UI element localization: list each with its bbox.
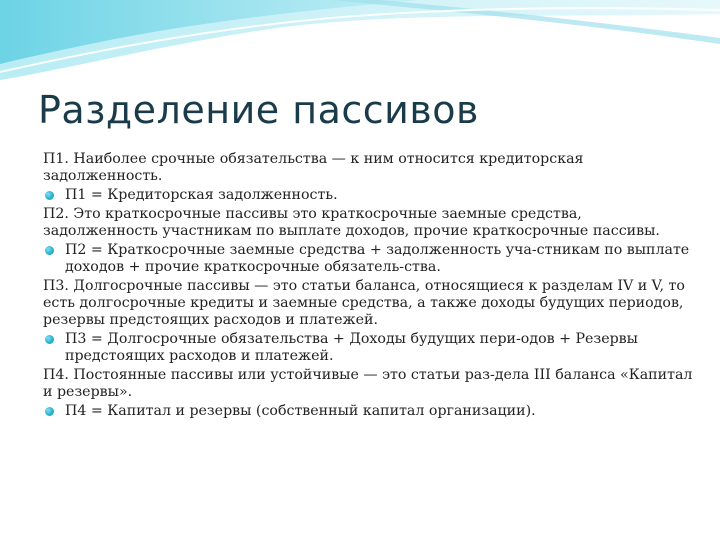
bullet-item-p1 — [43, 187, 695, 204]
bullet-text: П3 = Долгосрочные обязательства + Доходы будущих пери-одов + Резервы предстоящих расходов и платежей. — [65, 331, 638, 364]
paragraph-p1: П1. Наиболее срочные обязательства — к ним относится кредиторская задолженность. — [43, 151, 584, 184]
circle-bullet-icon — [45, 407, 54, 416]
slide-body — [43, 151, 695, 422]
bullet-item-p4 — [43, 403, 695, 420]
bullet-text: П4 = Капитал и резервы (собственный капитал организации). — [65, 403, 536, 419]
slide-title: Разделение пассивов — [38, 88, 479, 132]
paragraph-p4: П4. Постоянные пассивы или устойчивые — это статьи раз-дела III баланса «Капитал и резервы». — [43, 367, 693, 400]
bullet-text: П1 = Кредиторская задолженность. — [65, 187, 338, 203]
bullet-item-p2 — [43, 242, 695, 276]
paragraph-p3: П3. Долгосрочные пассивы — это статьи баланса, относящиеся к разделам IV и V, то есть долгосрочные кредиты и заемные средства, а также доходы будущих периодов, резервы предстоящих расходов и платежей. — [43, 278, 685, 328]
header-wave-decoration — [0, 0, 720, 90]
paragraph-p2: П2. Это краткосрочные пассивы это краткосрочные заемные средства, задолженность участникам по выплате доходов, прочие краткосрочные пассивы. — [43, 206, 660, 239]
bullet-item-p3 — [43, 331, 695, 365]
circle-bullet-icon — [45, 335, 54, 344]
bullet-text: П2 = Краткосрочные заемные средства + задолженность уча-стникам по выплате доходов + прочие краткосрочные обязатель-ства. — [65, 242, 690, 275]
circle-bullet-icon — [45, 246, 54, 255]
circle-bullet-icon — [45, 191, 54, 200]
